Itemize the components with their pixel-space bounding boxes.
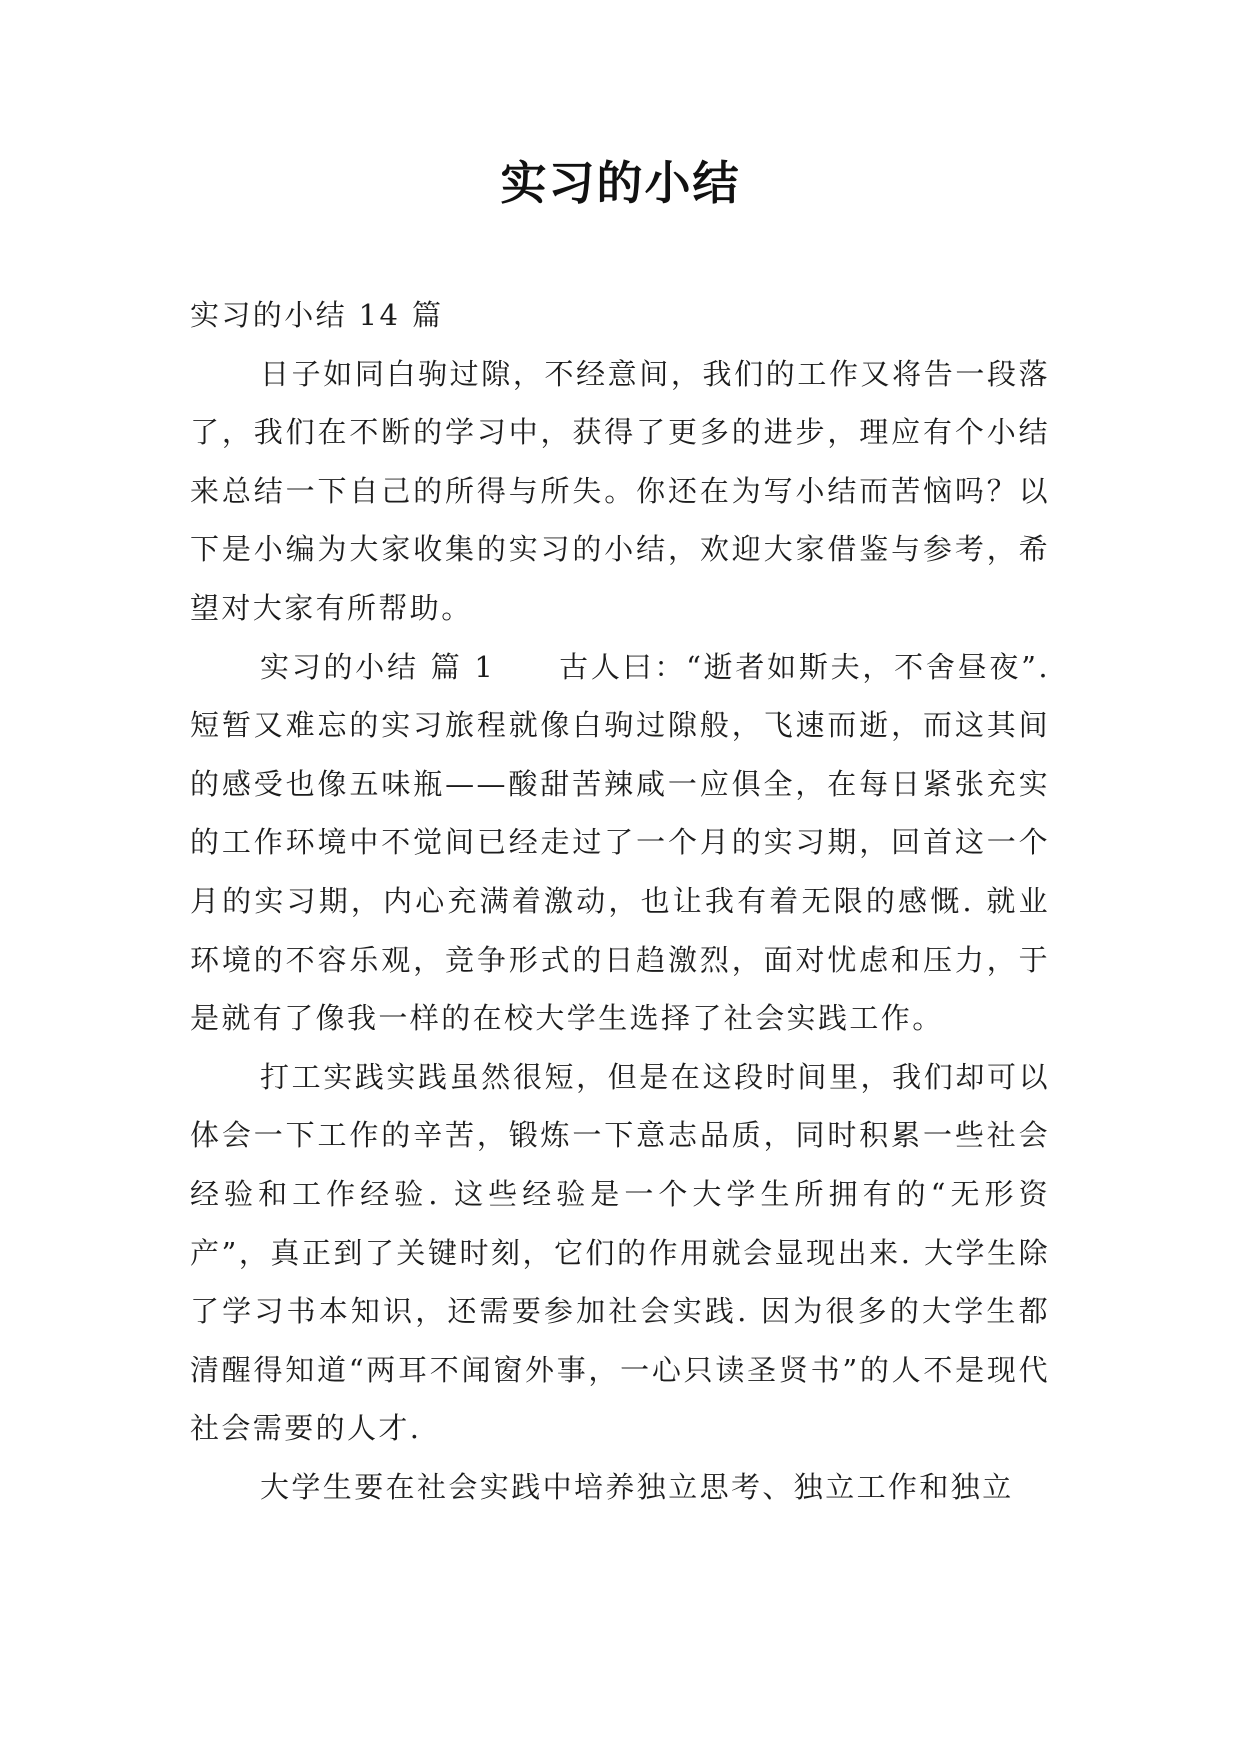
paragraph-section-1: 实习的小结 篇 1 古人曰：“逝者如斯夫，不舍昼夜”. 短暂又难忘的实习旅程就像白驹过隙般，飞速而逝，而这其间的感受也像五味瓶——酸甜苦辣咸一应俱全，在每日紧张充实的工作环境中不觉间已经走过了一个月的实习期，回首这一个月的实习期，内心充满着激动，也让我有着无限的感慨. 就业环境的不容乐观，竞争形式的日趋激烈，面对忧虑和压力，于是就有了像我一样的在校大学生选择了社会实践工作。 [190, 649, 1050, 1036]
document-body [190, 286, 1050, 1516]
document-title: 实习的小结 [500, 156, 741, 210]
paragraph-intro: 日子如同白驹过隙，不经意间，我们的工作又将告一段落了，我们在不断的学习中，获得了更多的进步，理应有个小结来总结一下自己的所得与所失。你还在为写小结而苦恼吗？以下是小编为大家收集的实习的小结，欢迎大家借鉴与参考，希望对大家有所帮助。 [190, 356, 1050, 625]
paragraph-practice: 打工实践实践虽然很短，但是在这段时间里，我们却可以体会一下工作的辛苦，锻炼一下意志品质，同时积累一些社会经验和工作经验. 这些经验是一个大学生所拥有的“无形资产”，真正到了关键时刻，它们的作用就会显现出来. 大学生除了学习书本知识，还需要参加社会实践. 因为很多的大学生都清醒得知道“两耳不闻窗外事，一心只读圣贤书”的人不是现代社会需要的人才. [190, 1059, 1050, 1446]
paragraph-continued: 大学生要在社会实践中培养独立思考、独立工作和独立 [260, 1469, 1014, 1504]
document-subtitle: 实习的小结 14 篇 [190, 298, 444, 332]
